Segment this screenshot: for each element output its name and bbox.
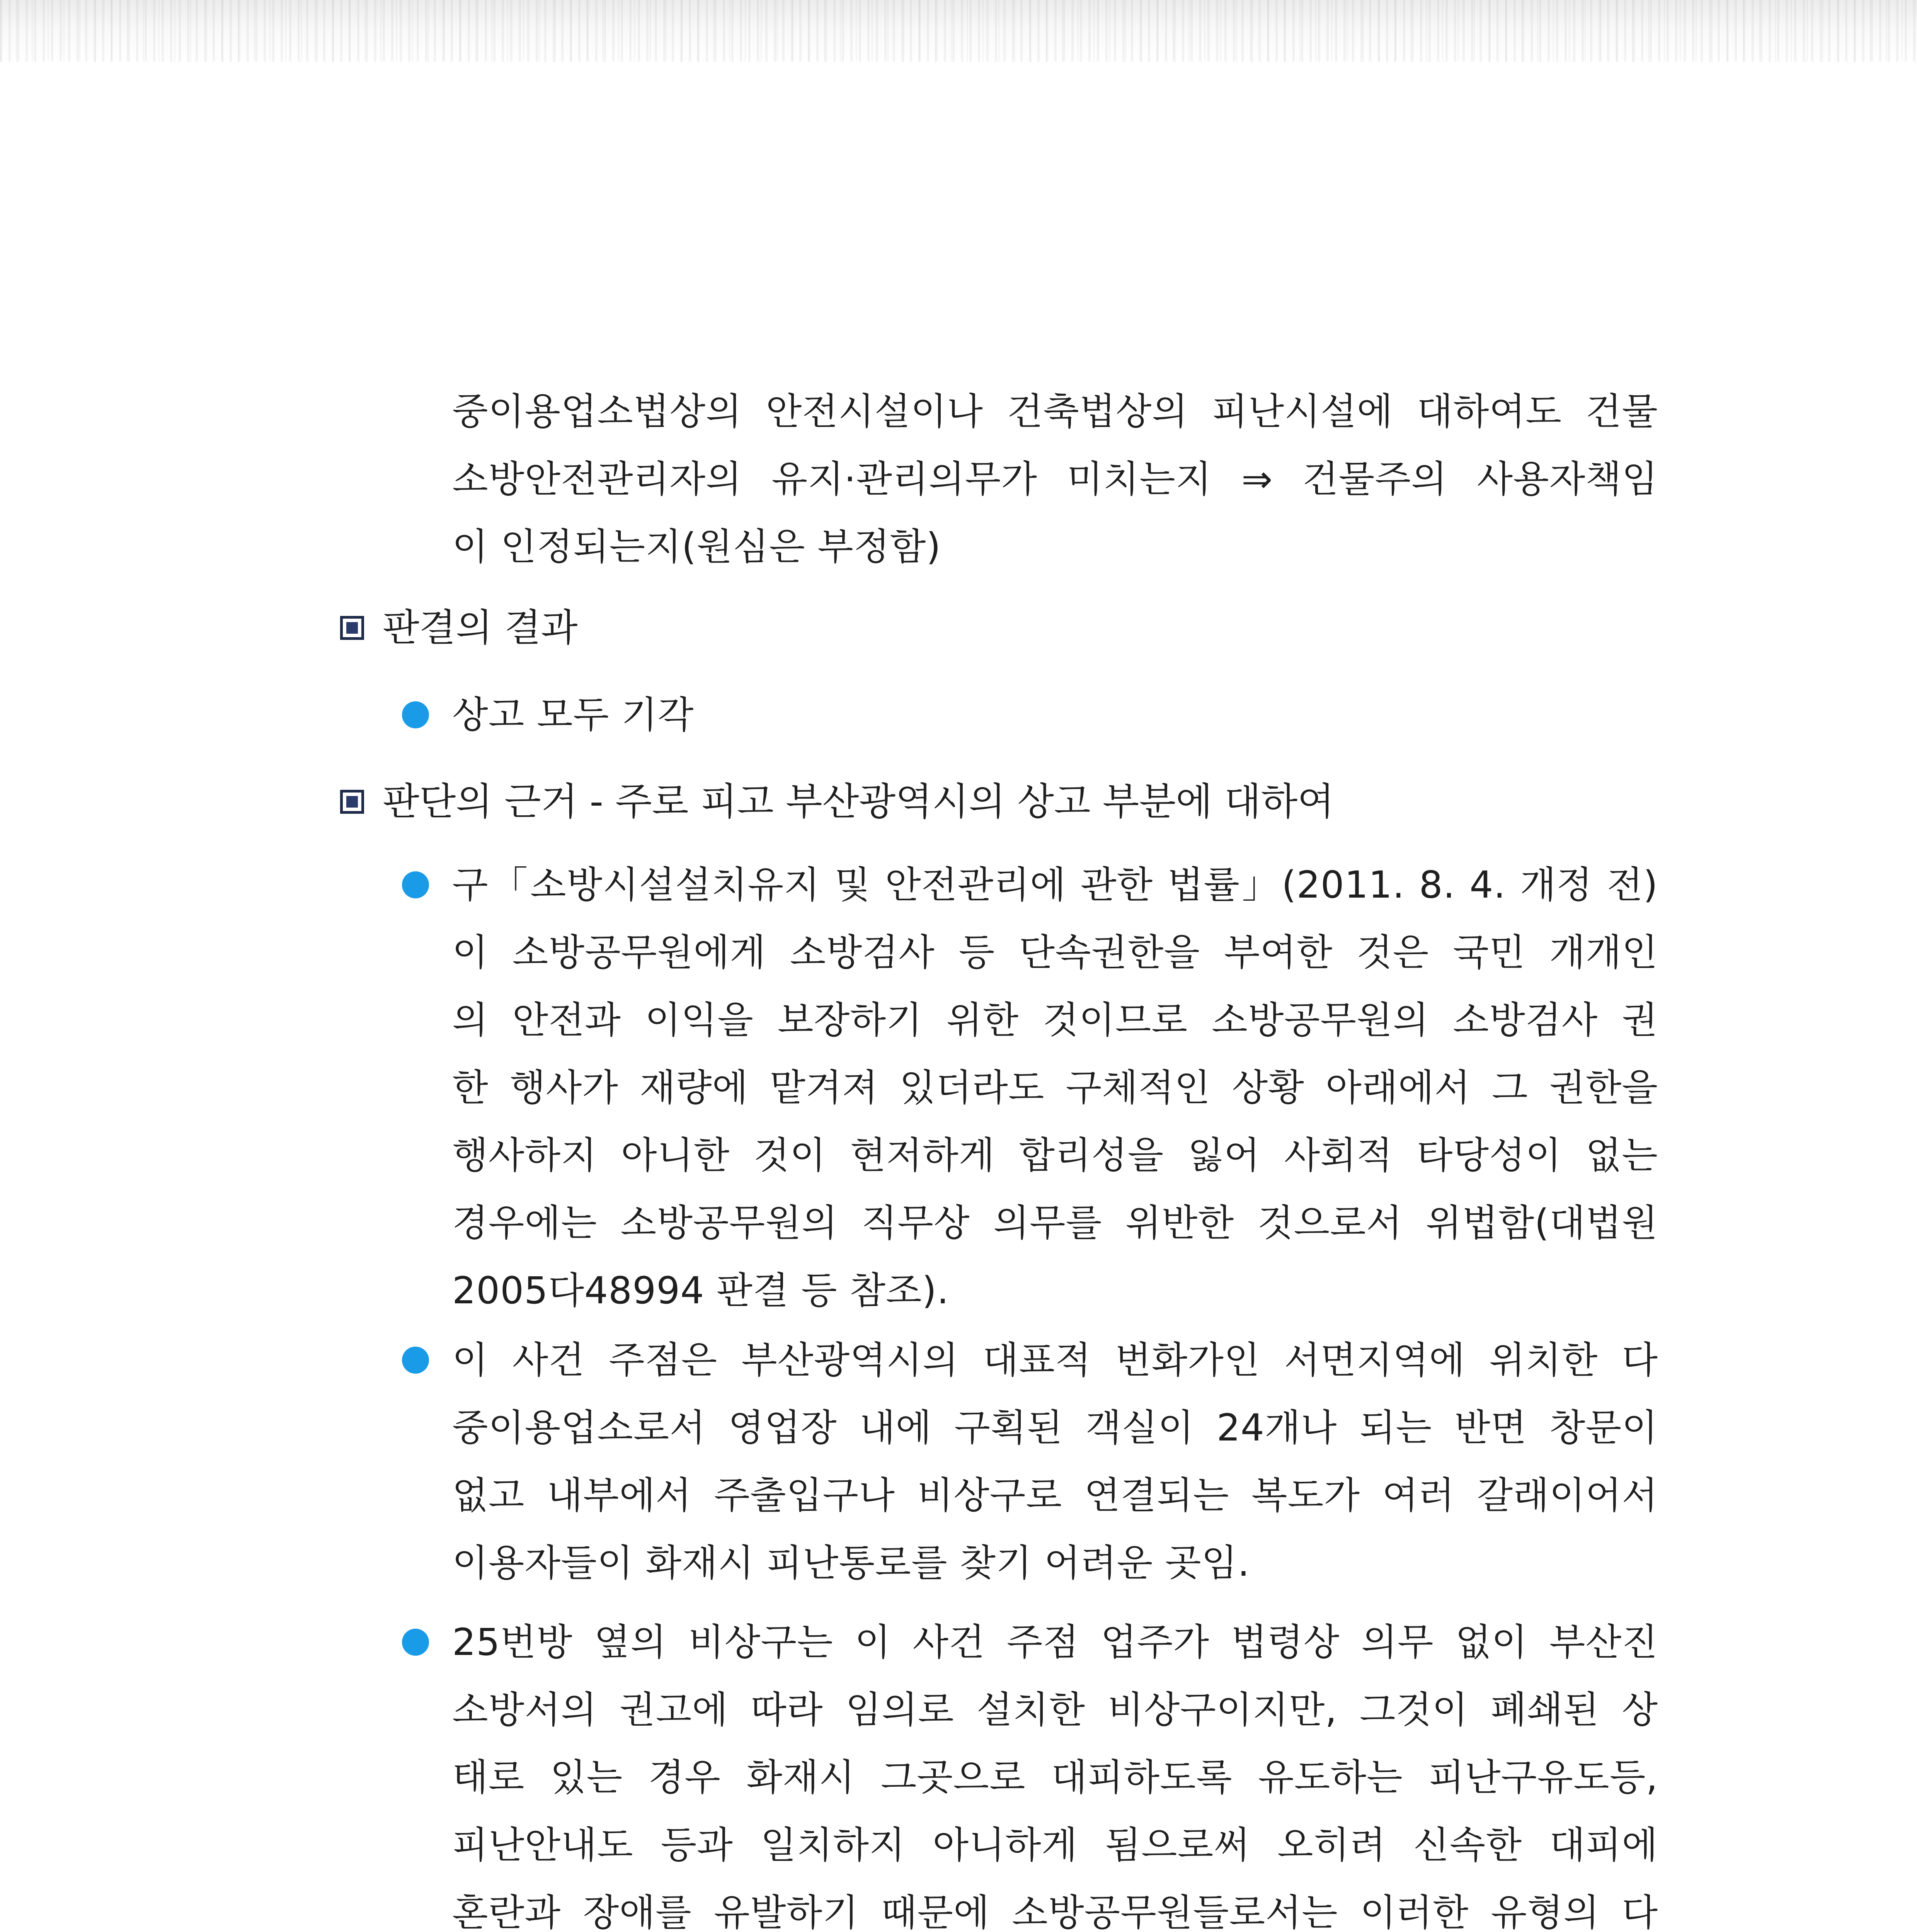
cont-line-3: 이 인정되는지(원심은 부정함) xyxy=(452,525,941,568)
p3-line-1: 25번방 옆의 비상구는 이 사건 주점 업주가 법령상 의무 없이 부산진 xyxy=(452,1621,1658,1664)
p2-line-1: 이 사건 주점은 부산광역시의 대표적 번화가인 서면지역에 위치한 다 xyxy=(452,1338,1658,1382)
section-title: 판결의 결과 xyxy=(383,606,578,650)
blue-dot-icon xyxy=(402,1347,429,1374)
p1-line-2: 이 소방공무원에게 소방검사 등 단속권한을 부여한 것은 국민 개개인 xyxy=(452,931,1658,974)
p1-line-4: 한 행사가 재량에 맡겨져 있더라도 구체적인 상황 아래에서 그 권한을 xyxy=(452,1066,1658,1109)
p3-line-4: 피난안내도 등과 일치하지 아니하게 됨으로써 오히려 신속한 대피에 xyxy=(452,1823,1658,1867)
p3-line-3: 태로 있는 경우 화재시 그곳으로 대피하도록 유도하는 피난구유도등, xyxy=(452,1756,1658,1799)
p3-line-5 xyxy=(452,1888,1658,1932)
blue-dot-icon xyxy=(402,701,429,728)
p2-line-2: 중이용업소로서 영업장 내에 구획된 객실이 24개나 되는 반면 창문이 xyxy=(452,1406,1658,1449)
blue-dot-icon xyxy=(402,1629,429,1656)
p1-line-7: 2005다48994 판결 등 참조). xyxy=(452,1269,949,1312)
p3-line-5-underlined: 소방공무원들로서는 이러한 유형의 다 xyxy=(1012,1891,1658,1932)
p2-line-4: 이용자들이 화재시 피난통로를 찾기 어려운 곳임. xyxy=(452,1541,1250,1585)
p3-line-5-plain: 혼란과 장애를 유발하기 때문에 xyxy=(452,1891,1012,1932)
p1-line-1: 구「소방시설설치유지 및 안전관리에 관한 법률」(2011. 8. 4. 개정 전) xyxy=(452,863,1658,906)
cont-line-1: 중이용업소법상의 안전시설이나 건축법상의 피난시설에 대하여도 건물 xyxy=(452,390,1658,433)
p1-line-5: 행사하지 아니한 것이 현저하게 합리성을 잃어 사회적 타당성이 없는 xyxy=(452,1134,1658,1177)
section-title: 판단의 근거 - 주로 피고 부산광역시의 상고 부분에 대하여 xyxy=(383,780,1334,824)
square-bullet-icon xyxy=(340,790,364,814)
p1-line-6: 경우에는 소방공무원의 직무상 의무를 위반한 것으로서 위법함(대법원 xyxy=(452,1201,1658,1245)
bullet-text: 상고 모두 기각 xyxy=(452,693,694,736)
p2-line-3: 없고 내부에서 주출입구나 비상구로 연결되는 복도가 여러 갈래이어서 xyxy=(452,1474,1658,1517)
section-heading-result xyxy=(340,603,578,653)
p1-line-3: 의 안전과 이익을 보장하기 위한 것이므로 소방공무원의 소방검사 권 xyxy=(452,998,1658,1042)
square-bullet-icon xyxy=(340,616,364,640)
blue-dot-icon xyxy=(402,871,429,898)
p3-line-2: 소방서의 권고에 따라 임의로 설치한 비상구이지만, 그것이 폐쇄된 상 xyxy=(452,1688,1658,1731)
section-heading-grounds xyxy=(340,777,1334,827)
cont-line-2: 소방안전관리자의 유지·관리의무가 미치는지 ⇒ 건물주의 사용자책임 xyxy=(452,457,1658,501)
